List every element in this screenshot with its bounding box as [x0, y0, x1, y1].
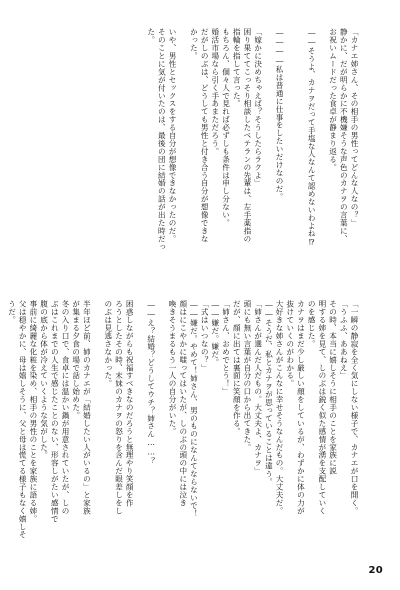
text-line: ぶはこれまでの人生で感じたことのない、形容しがたい感情で	[50, 300, 60, 523]
text-line: ――嫌だ。やめて！姉さん、男のものになんてならないで！	[189, 300, 199, 518]
text-line: ――え？結婚？どうしてウチ？姉さん……？	[146, 300, 156, 465]
text-line: うだ。	[7, 300, 17, 324]
text-line: 喚きそうまるもう一人の自分がいた。	[168, 300, 178, 436]
text-line	[295, 28, 306, 250]
text-line: 静かに、だが明らかに不機嫌そうな声色のカナヲの言葉に、	[339, 28, 349, 243]
text-line: 父は穏やかに、母は嬉しそうに、父と母は慌てる様子もなく嬉しそ	[18, 300, 28, 539]
text-line: ――そうだ、私とカナヲが思っていることは違う。	[264, 300, 274, 486]
text-line: のを感じた。	[307, 300, 317, 348]
text-line: 「姉さん、おめでとう！」	[221, 300, 231, 396]
text-line: だが、顔に出ては裏面に笑顔を作る。	[232, 300, 242, 436]
text-line: 腹の底から体が冷えていくような気がした。	[39, 300, 49, 459]
text-line: 「姉さんが選んだ人だもの。大丈夫よ、カナヲ」	[253, 300, 263, 475]
text-line: 「嫁かに決めちゃえば？そうしたらラクよ」	[253, 28, 263, 187]
text-line: 「カナエ姉さん、その相手の男性ってどんな人なの？」	[350, 28, 359, 227]
text-line: のぶは見逃さなかった。	[103, 300, 113, 388]
text-line	[91, 300, 102, 556]
text-line: お祝いムードだった食卓が静まり返る。	[328, 28, 338, 172]
text-line: ――――私は普通に仕事をしたいだけなのだ。	[275, 28, 285, 201]
text-line: 事前に綺麗な化粧を染め、相手の男性のことを家族に語る姉。	[28, 300, 38, 523]
text-line	[134, 300, 145, 556]
upper-text-block	[39, 28, 359, 250]
text-line: 「一瞬の静寂を全く気にしない様子で、カナエが口を開く。	[350, 300, 359, 515]
text-line: 大好きな姉さんがこんなに幸せそうなんだもの。大丈夫だ。	[275, 300, 285, 515]
text-line: その時、本当に嬉しそうに相手のことを家族に説	[328, 300, 338, 475]
text-line: 困り果ててこっそり相談したベテランの先輩は、左手薬指の	[242, 28, 252, 243]
text-line: そのことに気が付いたのは、最後の団に結婚の話が出た時だっ	[157, 28, 167, 251]
text-line: 半年ほど前、姉のカナエが「結婚したい人がいるの」と家族	[82, 300, 92, 515]
text-line	[263, 28, 274, 250]
text-line: 困惑しながらも祝福すべきなのだろうと無理やり笑顔を作	[125, 300, 135, 507]
text-line	[284, 28, 295, 250]
text-line: が集まる夕食の場で話し始めた。	[71, 300, 81, 420]
text-line: カナヲはまだ少し厳しい顔をしているが、わずかに体の力が	[296, 300, 306, 515]
text-line: ろうとしたその時、末妹のカナヲの怒りを含んだ眼差しをし	[114, 300, 124, 515]
text-line: ――そうよ、カナヲだって手塩な人なんて認めないわよね⁉	[307, 28, 317, 247]
text-line: た。	[146, 28, 156, 44]
text-line: 婚活市場なら引く手あまただろう。	[210, 28, 220, 156]
text-line: 明する姉を見て、しのぶは鋭く似た感情が湧を支配していく	[317, 300, 327, 515]
text-line	[177, 28, 188, 250]
text-line: いや、男性とセックスをする自分が想像できなかったのだ。	[168, 28, 178, 243]
text-line: 指輪を指して言った。	[232, 28, 242, 108]
page-number: 20	[368, 565, 383, 576]
text-line: 頭にも無い言葉が自分の口から出てきた。	[242, 300, 252, 452]
text-line: 顔はにこやかに嗤ってはいたが、しのぶの頭の中には泣き	[178, 300, 188, 507]
text-line: 「式はいつなの？」	[200, 300, 210, 372]
text-line	[316, 28, 327, 250]
text-line	[156, 300, 167, 556]
text-line: かった。	[189, 28, 199, 60]
text-line: 「うふふ、ああねえ」	[339, 300, 349, 380]
text-line: だがしのぶは、どうしても男性と付き合う自分が想像できな	[200, 28, 210, 243]
text-line: ――嫌だ。嫌だ。	[210, 300, 220, 367]
text-line: 冬の入り口で、食卓には温かい鍋が用意されていたが、しの	[61, 300, 71, 515]
text-line: もちろん、個々人で見れば必ずしも条件は申し分ない。	[221, 28, 231, 227]
lower-text-block	[7, 300, 359, 556]
text-line: 抜けていくのがわかる。	[285, 300, 295, 388]
